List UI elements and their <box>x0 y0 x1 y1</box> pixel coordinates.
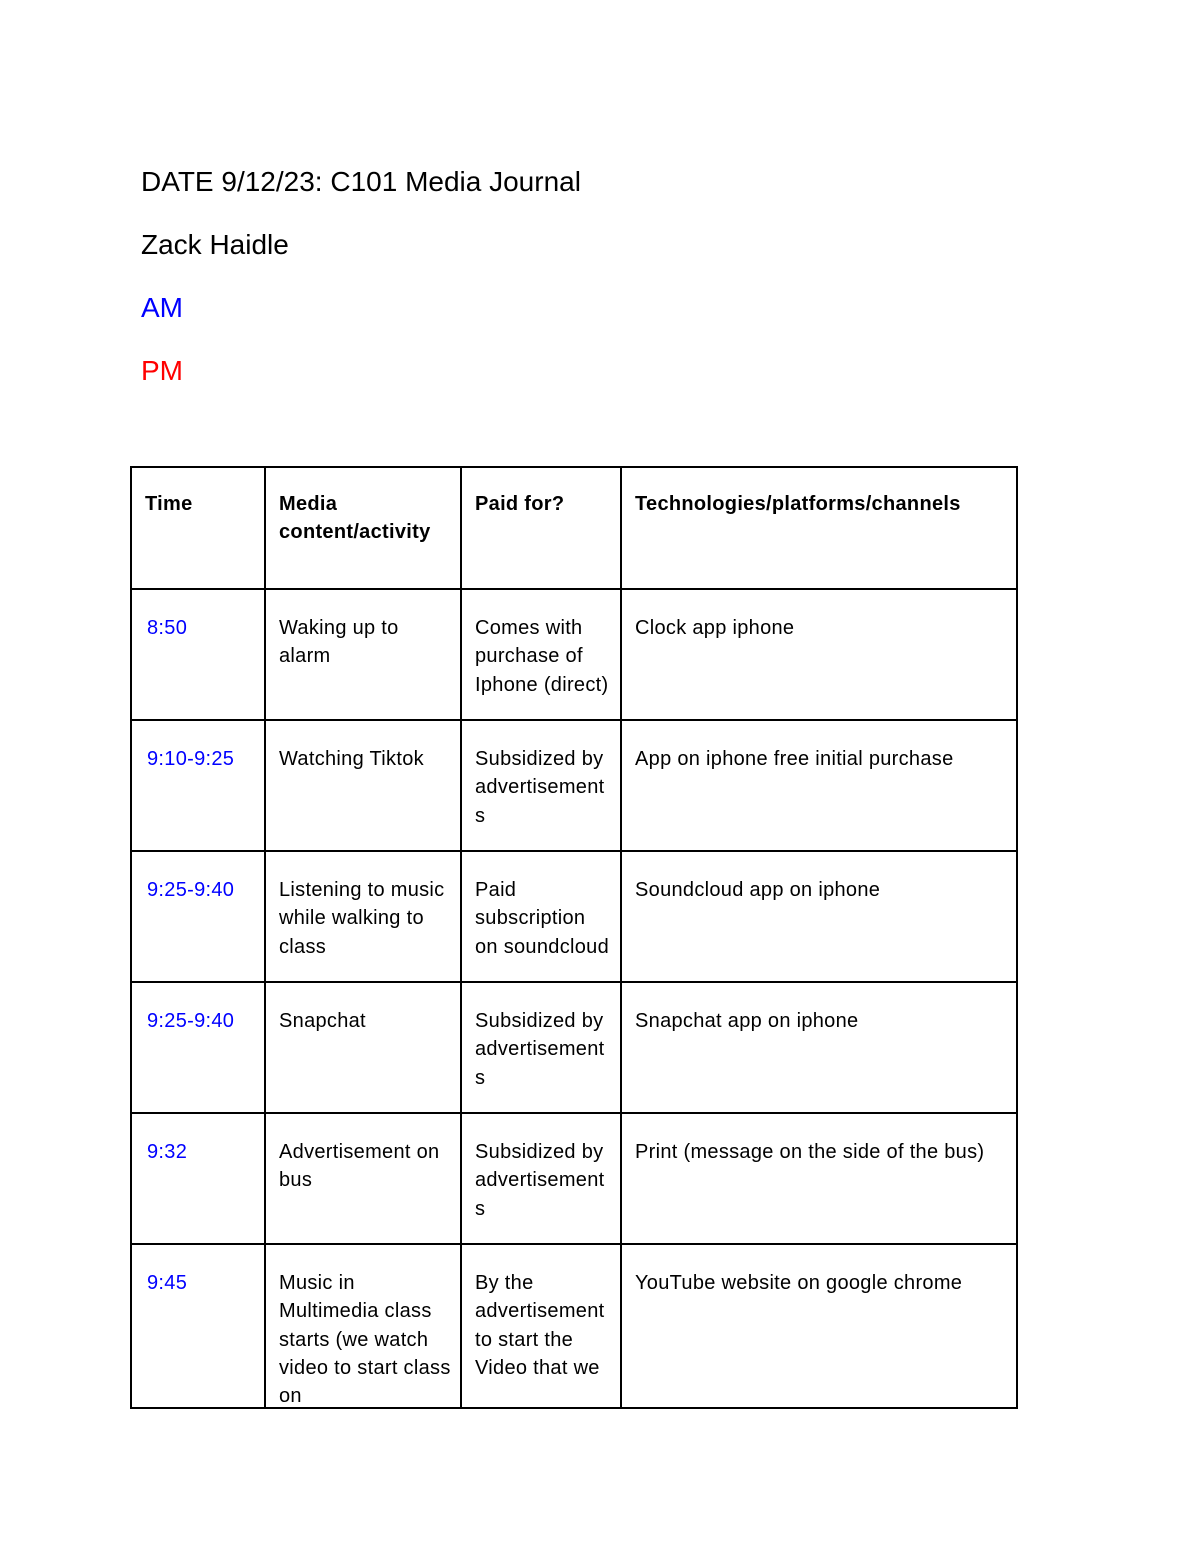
column-header-time: Time <box>131 467 265 589</box>
column-header-tech: Technologies/platforms/channels <box>621 467 1017 589</box>
table-row <box>131 982 1017 1113</box>
time-cell: 9:45 <box>131 1244 265 1408</box>
paid-cell: Paid subscription on soundcloud <box>461 851 621 982</box>
media-cell: Snapchat <box>265 982 461 1113</box>
time-cell: 9:32 <box>131 1113 265 1244</box>
media-journal-table <box>130 466 1018 1409</box>
paid-cell-text: By the advertisement to start the Video that we <box>475 1272 605 1379</box>
media-cell: Advertisement on bus <box>265 1113 461 1244</box>
media-cell: Waking up to alarm <box>265 589 461 720</box>
table-row <box>131 1113 1017 1244</box>
page-title: DATE 9/12/23: C101 Media Journal <box>141 166 581 197</box>
paid-cell: Subsidized by advertisements <box>461 982 621 1113</box>
author-name: Zack Haidle <box>141 229 289 260</box>
table-row <box>131 589 1017 720</box>
time-cell: 8:50 <box>131 589 265 720</box>
column-header-media: Media content/activity <box>265 467 461 589</box>
table-row <box>131 851 1017 982</box>
paid-cell <box>461 1244 621 1408</box>
time-cell: 9:10-9:25 <box>131 720 265 851</box>
tech-cell: App on iphone free initial purchase <box>621 720 1017 851</box>
table-header-row <box>131 467 1017 589</box>
legend-pm: PM <box>141 355 183 386</box>
paid-cell: Subsidized by advertisements <box>461 1113 621 1244</box>
tech-cell: Snapchat app on iphone <box>621 982 1017 1113</box>
tech-cell: Print (message on the side of the bus) <box>621 1113 1017 1244</box>
paid-cell: Comes with purchase of Iphone (direct) <box>461 589 621 720</box>
table-row <box>131 1244 1017 1408</box>
time-cell: 9:25-9:40 <box>131 851 265 982</box>
media-cell-text: Music in Multimedia class starts (we watch video to start class on <box>279 1272 451 1407</box>
media-cell: Watching Tiktok <box>265 720 461 851</box>
table-row <box>131 720 1017 851</box>
paid-cell: Subsidized by advertisements <box>461 720 621 851</box>
tech-cell: YouTube website on google chrome <box>621 1244 1017 1408</box>
media-cell <box>265 1244 461 1408</box>
tech-cell: Clock app iphone <box>621 589 1017 720</box>
legend-am: AM <box>141 292 183 323</box>
media-cell: Listening to music while walking to class <box>265 851 461 982</box>
tech-cell: Soundcloud app on iphone <box>621 851 1017 982</box>
column-header-paid: Paid for? <box>461 467 621 589</box>
time-cell: 9:25-9:40 <box>131 982 265 1113</box>
